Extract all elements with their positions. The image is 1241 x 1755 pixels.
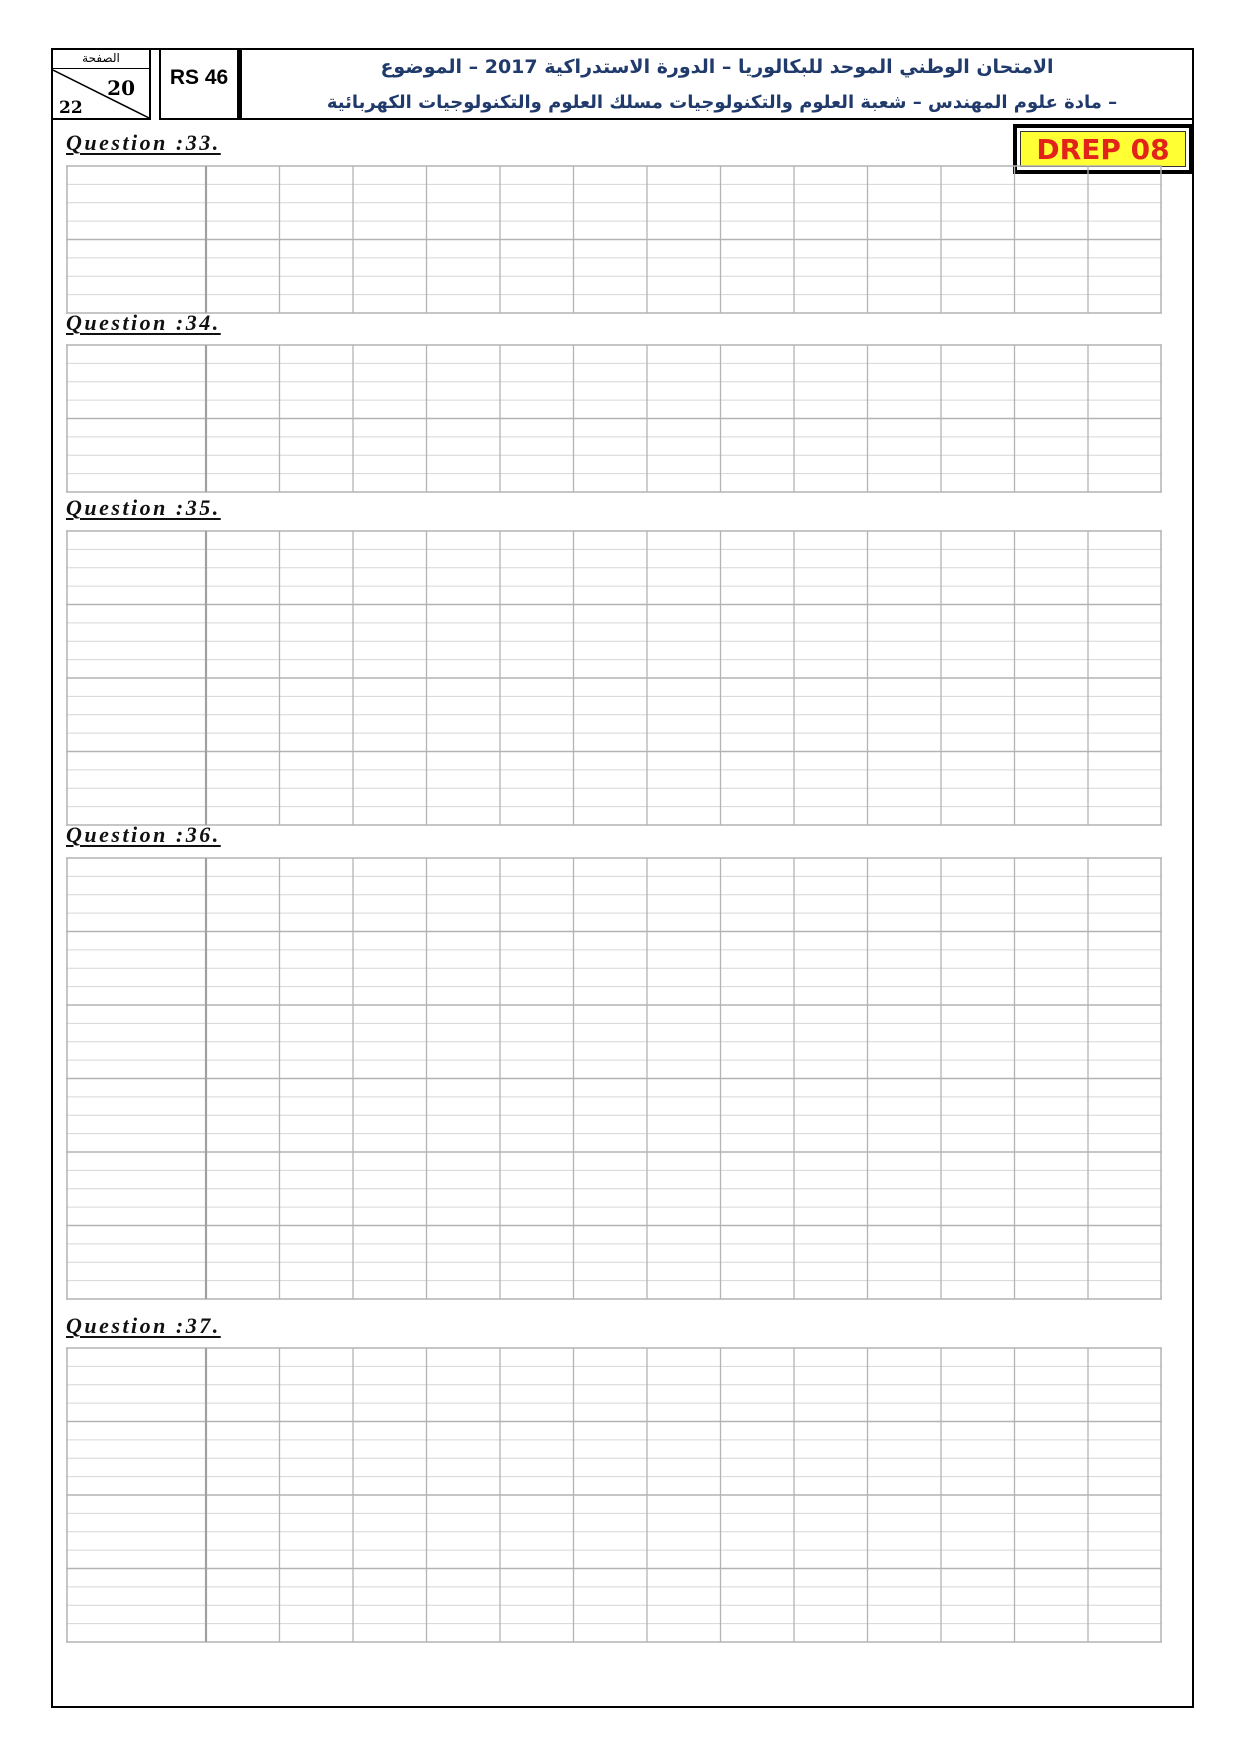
page-label: الصفحة (53, 50, 149, 69)
exam-title-box (239, 48, 1194, 120)
document-code: DREP 08 (1020, 131, 1186, 167)
page-number-box (51, 48, 151, 120)
answer-grid-36[interactable] (66, 857, 1162, 1300)
exam-code: RS 46 (159, 48, 239, 120)
question-37-label: Question :37. (66, 1313, 221, 1338)
exam-subtitle: – مادة علوم المهندس – شعبة العلوم والتكنولوجيات مسلك العلوم والتكنولوجيات الكهربائية (326, 92, 1118, 113)
question-35-label: Question :35. (66, 495, 221, 520)
page-total: 22 (59, 98, 83, 118)
question-36-label: Question :36. (66, 822, 221, 847)
page-current: 20 (107, 76, 135, 100)
exam-title: الامتحان الوطني الموحد للبكالوريا – الدورة الاستدراكية 2017 – الموضوع (380, 56, 1054, 78)
question-34-label: Question :34. (66, 310, 221, 335)
question-33-label: Question :33. (66, 130, 221, 155)
answer-grid-34[interactable] (66, 344, 1162, 493)
answer-grid-33[interactable] (66, 165, 1162, 314)
answer-grid-35[interactable] (66, 530, 1162, 826)
answer-grid-37[interactable] (66, 1347, 1162, 1643)
